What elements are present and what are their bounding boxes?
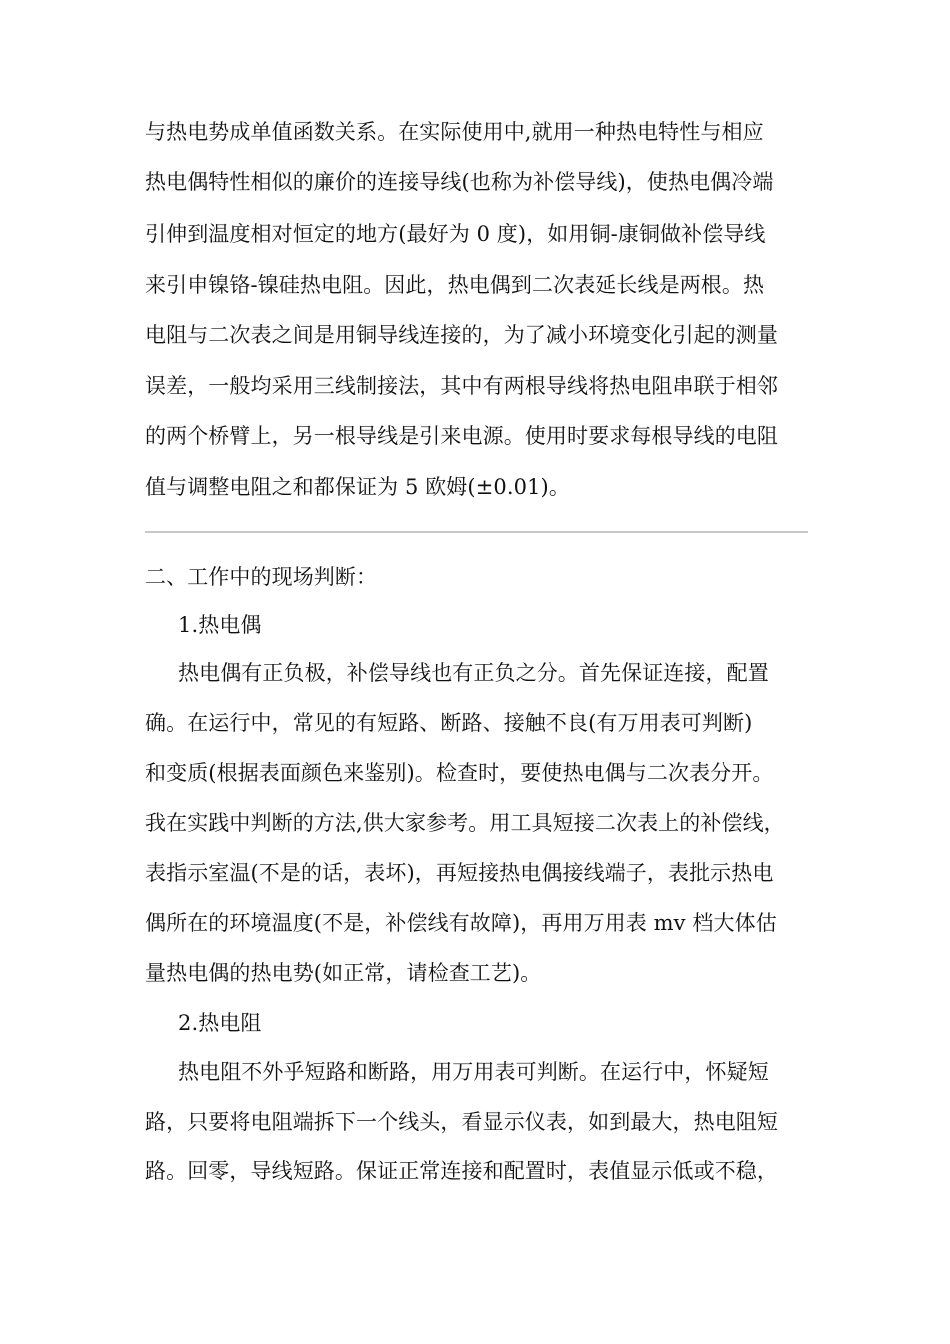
paragraph-line: 热电阻不外乎短路和断路，用万用表可判断。在运行中，怀疑短: [178, 1060, 769, 1084]
paragraph-line: 电阻与二次表之间是用铜导线连接的，为了减小环境变化引起的测量: [145, 323, 778, 347]
paragraph-line: 路，只要将电阻端拆下一个线头，看显示仪表，如到最大，热电阻短: [145, 1110, 778, 1134]
paragraph-line: 热电偶有正负极，补偿导线也有正负之分。首先保证连接，配置: [178, 661, 769, 685]
paragraph-line: 热电偶特性相似的廉价的连接导线(也称为补偿导线)，使热电偶冷端: [145, 170, 774, 194]
subsection-title-resistance: 2.热电阻: [178, 1011, 262, 1035]
paragraph-line: 与热电势成单值函数关系。在实际使用中,就用一种热电特性与相应: [145, 120, 764, 144]
paragraph-line: 引伸到温度相对恒定的地方(最好为 0 度)，如用铜-康铜做补偿导线: [145, 222, 766, 246]
subsection-title-thermocouple: 1.热电偶: [178, 613, 262, 637]
section-heading: 二、工作中的现场判断：: [145, 565, 378, 589]
horizontal-divider: [145, 531, 808, 533]
paragraph-line: 我在实践中判断的方法,供大家参考。用工具短接二次表上的补偿线，: [145, 811, 785, 835]
paragraph-line: 偶所在的环境温度(不是，补偿线有故障)，再用万用表 mv 档大体估: [145, 911, 777, 935]
paragraph-line: 的两个桥臂上，另一根导线是引来电源。使用时要求每根导线的电阻: [145, 424, 778, 448]
paragraph-line: 来引申镍铬-镍硅热电阻。因此，热电偶到二次表延长线是两根。热: [145, 273, 765, 297]
paragraph-line: 量热电偶的热电势(如正常，请检查工艺)。: [145, 961, 542, 985]
paragraph-line: 确。在运行中，常见的有短路、断路、接触不良(有万用表可判断): [145, 711, 753, 735]
paragraph-line: 和变质(根据表面颜色来鉴别)。检查时，要使热电偶与二次表分开。: [145, 761, 774, 785]
paragraph-line: 路。回零，导线短路。保证正常连接和配置时，表值显示低或不稳，: [145, 1159, 778, 1183]
paragraph-line: 值与调整电阻之和都保证为 5 欧姆(±0.01)。: [145, 475, 570, 499]
paragraph-line: 误差，一般均采用三线制接法，其中有两根导线将热电阻串联于相邻: [145, 374, 778, 398]
paragraph-line: 表指示室温(不是的话，表坏)，再短接热电偶接线端子，表批示热电: [145, 861, 774, 885]
